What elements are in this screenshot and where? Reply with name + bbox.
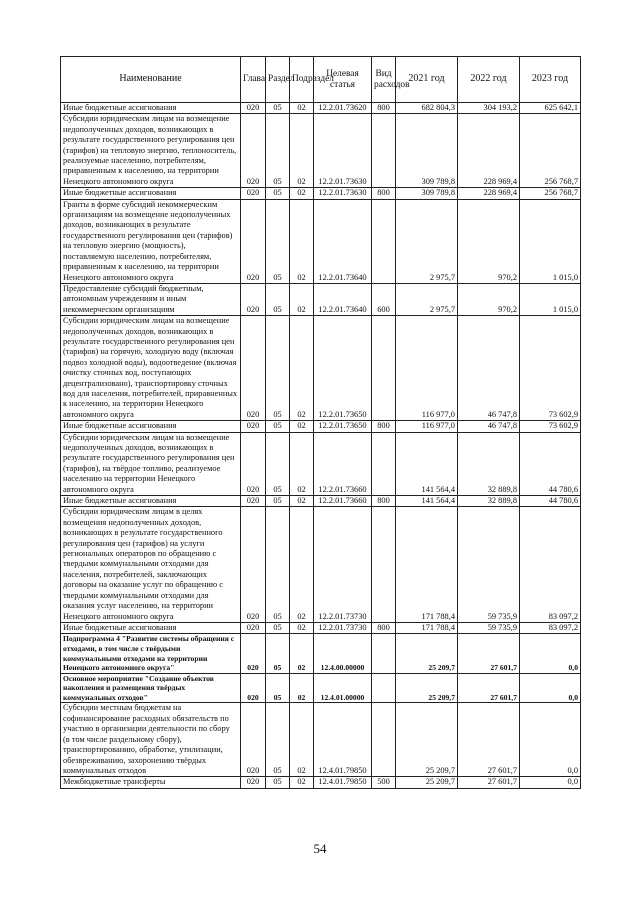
cell-2021: 2 975,7 [396, 199, 458, 283]
cell-podrazdel: 02 [290, 316, 314, 421]
cell-podrazdel: 02 [290, 703, 314, 777]
cell-article: 12.2.01.73660 [314, 496, 372, 507]
header-podrazdel: Подраздел [290, 57, 314, 103]
cell-podrazdel: 02 [290, 777, 314, 788]
cell-glava: 020 [241, 199, 266, 283]
cell-razdel: 05 [266, 634, 290, 673]
cell-podrazdel: 02 [290, 507, 314, 622]
cell-razdel: 05 [266, 432, 290, 495]
cell-2022: 304 193,2 [458, 103, 520, 114]
header-vid: Вид расходов [372, 57, 396, 103]
cell-2021: 25 209,7 [396, 777, 458, 788]
cell-2021: 171 788,4 [396, 622, 458, 633]
cell-podrazdel: 02 [290, 283, 314, 315]
cell-2023: 625 642,1 [520, 103, 581, 114]
cell-2021: 309 789,8 [396, 114, 458, 188]
cell-vid [372, 703, 396, 777]
cell-article: 12.2.01.73650 [314, 316, 372, 421]
cell-2022: 27 601,7 [458, 777, 520, 788]
cell-2021: 2 975,7 [396, 283, 458, 315]
cell-2022: 27 601,7 [458, 634, 520, 673]
cell-razdel: 05 [266, 622, 290, 633]
cell-article: 12.4.01.79850 [314, 703, 372, 777]
table-row [61, 496, 581, 507]
cell-2021: 116 977,0 [396, 316, 458, 421]
cell-2022: 46 747,8 [458, 421, 520, 432]
cell-vid [372, 432, 396, 495]
cell-name: Субсидии юридическим лицам на возмещение недополученных доходов, возникающих в результате государственного регулирования цен (тарифов) на горячую, холодную воду (включая подвоз холодной воды), водоотведение (включая очистку сточных вод, поступающих децентрализовано), транспортировку сточных вод для населения, потребителей, приравненных к населению, на территории Ненецкого автономного округа [61, 316, 241, 421]
page-number: 54 [313, 841, 327, 856]
cell-podrazdel: 02 [290, 199, 314, 283]
cell-glava: 020 [241, 703, 266, 777]
cell-podrazdel: 02 [290, 114, 314, 188]
cell-razdel: 05 [266, 673, 290, 703]
cell-razdel: 05 [266, 114, 290, 188]
cell-razdel: 05 [266, 103, 290, 114]
cell-2022: 970,2 [458, 199, 520, 283]
cell-2021: 25 209,7 [396, 703, 458, 777]
table-header-row [61, 57, 581, 103]
cell-vid: 800 [372, 421, 396, 432]
cell-2022: 32 889,8 [458, 432, 520, 495]
cell-name: Предоставление субсидий бюджетным, автономным учреждениям и иным некоммерческим организациям [61, 283, 241, 315]
cell-2021: 25 209,7 [396, 673, 458, 703]
cell-article: 12.2.01.73630 [314, 114, 372, 188]
cell-2023: 0,0 [520, 777, 581, 788]
cell-glava: 020 [241, 634, 266, 673]
cell-glava: 020 [241, 114, 266, 188]
cell-razdel: 05 [266, 188, 290, 199]
cell-article: 12.2.01.73640 [314, 199, 372, 283]
cell-razdel: 05 [266, 421, 290, 432]
cell-2021: 141 564,4 [396, 432, 458, 495]
cell-podrazdel: 02 [290, 496, 314, 507]
cell-2021: 141 564,4 [396, 496, 458, 507]
cell-article: 12.4.00.00000 [314, 634, 372, 673]
table-row [61, 199, 581, 283]
table-row [61, 432, 581, 495]
header-article: Целевая статья [314, 57, 372, 103]
cell-name: Подпрограмма 4 "Развитие системы обращения с отходами, в том числе с твёрдыми коммунальными отходами на территории Ненецкого автономного округа" [61, 634, 241, 673]
cell-article: 12.2.01.73730 [314, 507, 372, 622]
cell-name: Субсидии юридическим лицам на возмещение недополученных доходов, возникающих в результате государственного регулирования цен (тарифов), на твёрдое топливо, реализуемое населению на территории Ненецкого автономного округа [61, 432, 241, 495]
cell-vid [372, 634, 396, 673]
cell-2021: 116 977,0 [396, 421, 458, 432]
cell-2022: 970,2 [458, 283, 520, 315]
table-row [61, 507, 581, 622]
cell-vid: 500 [372, 777, 396, 788]
cell-article: 12.2.01.73630 [314, 188, 372, 199]
cell-razdel: 05 [266, 199, 290, 283]
cell-razdel: 05 [266, 703, 290, 777]
cell-vid [372, 114, 396, 188]
cell-2022: 46 747,8 [458, 316, 520, 421]
cell-glava: 020 [241, 421, 266, 432]
cell-2023: 256 768,7 [520, 114, 581, 188]
cell-2022: 27 601,7 [458, 703, 520, 777]
table-row [61, 673, 581, 703]
cell-glava: 020 [241, 188, 266, 199]
cell-2023: 256 768,7 [520, 188, 581, 199]
cell-name: Иные бюджетные ассигнования [61, 188, 241, 199]
cell-name: Иные бюджетные ассигнования [61, 103, 241, 114]
cell-vid [372, 199, 396, 283]
cell-glava: 020 [241, 283, 266, 315]
cell-2021: 25 209,7 [396, 634, 458, 673]
table-body [61, 103, 581, 789]
cell-vid [372, 507, 396, 622]
cell-2023: 0,0 [520, 634, 581, 673]
cell-razdel: 05 [266, 283, 290, 315]
cell-podrazdel: 02 [290, 103, 314, 114]
cell-2021: 171 788,4 [396, 507, 458, 622]
cell-2022: 228 969,4 [458, 114, 520, 188]
cell-glava: 020 [241, 507, 266, 622]
cell-2023: 44 780,6 [520, 496, 581, 507]
cell-2023: 0,0 [520, 673, 581, 703]
cell-name: Иные бюджетные ассигнования [61, 622, 241, 633]
cell-glava: 020 [241, 777, 266, 788]
cell-razdel: 05 [266, 777, 290, 788]
cell-vid: 600 [372, 283, 396, 315]
cell-article: 12.2.01.73640 [314, 283, 372, 315]
cell-glava: 020 [241, 496, 266, 507]
cell-podrazdel: 02 [290, 188, 314, 199]
cell-vid: 800 [372, 103, 396, 114]
cell-glava: 020 [241, 103, 266, 114]
cell-2023: 73 602,9 [520, 421, 581, 432]
cell-2021: 682 804,3 [396, 103, 458, 114]
cell-article: 12.2.01.73660 [314, 432, 372, 495]
table-row [61, 777, 581, 788]
cell-glava: 020 [241, 432, 266, 495]
cell-razdel: 05 [266, 316, 290, 421]
cell-2023: 1 015,0 [520, 199, 581, 283]
cell-2023: 73 602,9 [520, 316, 581, 421]
cell-2022: 228 969,4 [458, 188, 520, 199]
cell-2023: 83 097,2 [520, 507, 581, 622]
table-row [61, 703, 581, 777]
cell-name: Иные бюджетные ассигнования [61, 421, 241, 432]
cell-podrazdel: 02 [290, 673, 314, 703]
cell-name: Субсидии местным бюджетам на софинансирование расходных обязательств по участию в организации деятельности по сбору (в том числе раздельному сбору), транспортированию, обработке, утилизации, обезвреживанию, захоронению твёрдых коммунальных отходов [61, 703, 241, 777]
cell-2023: 44 780,6 [520, 432, 581, 495]
cell-razdel: 05 [266, 507, 290, 622]
cell-2022: 59 735,9 [458, 622, 520, 633]
table-row [61, 283, 581, 315]
header-2021: 2021 год [396, 57, 458, 103]
cell-article: 12.2.01.73650 [314, 421, 372, 432]
cell-vid [372, 673, 396, 703]
cell-2022: 59 735,9 [458, 507, 520, 622]
cell-article: 12.2.01.73620 [314, 103, 372, 114]
table-row [61, 316, 581, 421]
budget-table [60, 56, 581, 789]
cell-name: Субсидии юридическим лицам на возмещение недополученных доходов, возникающих в результате государственного регулирования цен (тарифов) на тепловую энергию, теплоноситель, реализуемые населению, потребителям, приравненным к населению, на территории Ненецкого автономного округа [61, 114, 241, 188]
cell-article: 12.2.01.73730 [314, 622, 372, 633]
cell-podrazdel: 02 [290, 432, 314, 495]
cell-razdel: 05 [266, 496, 290, 507]
cell-podrazdel: 02 [290, 622, 314, 633]
table-row [61, 188, 581, 199]
header-2022: 2022 год [458, 57, 520, 103]
cell-podrazdel: 02 [290, 634, 314, 673]
header-glava: Глава [241, 57, 266, 103]
cell-name: Основное мероприятие "Создание объектов накопления и размещения твёрдых коммунальных отходов" [61, 673, 241, 703]
table-row [61, 421, 581, 432]
cell-article: 12.4.01.79850 [314, 777, 372, 788]
cell-podrazdel: 02 [290, 421, 314, 432]
cell-2022: 32 889,8 [458, 496, 520, 507]
table-row [61, 103, 581, 114]
cell-glava: 020 [241, 316, 266, 421]
header-2023: 2023 год [520, 57, 581, 103]
cell-2022: 27 601,7 [458, 673, 520, 703]
cell-glava: 020 [241, 622, 266, 633]
header-razdel: Раздел [266, 57, 290, 103]
table-row [61, 634, 581, 673]
table-row [61, 622, 581, 633]
header-name: Наименование [61, 57, 241, 103]
cell-name: Гранты в форме субсидий некоммерческим организациям на возмещение недополученных доходов, возникающих в результате государственного регулирования цен (тарифов) на тепловую энергию (мощность), поставляемую населению, потребителям, приравненным к населению, на территории Ненецкого автономного округа [61, 199, 241, 283]
cell-name: Межбюджетные трансферты [61, 777, 241, 788]
cell-glava: 020 [241, 673, 266, 703]
cell-name: Субсидии юридическим лицам в целях возмещения недополученных доходов, возникающих в результате государственного регулирования цен (тарифов) на услуги региональных операторов по обращению с твердыми коммунальными отходами для населения, потребителей, заключающих договоры на оказание услуг по обращению с твердыми коммунальными отходами для оказания услуг населению, на территории Ненецкого автономного округа [61, 507, 241, 622]
cell-name: Иные бюджетные ассигнования [61, 496, 241, 507]
cell-article: 12.4.01.00000 [314, 673, 372, 703]
cell-vid: 800 [372, 496, 396, 507]
cell-2023: 83 097,2 [520, 622, 581, 633]
cell-vid: 800 [372, 188, 396, 199]
cell-2021: 309 789,8 [396, 188, 458, 199]
cell-vid [372, 316, 396, 421]
table-row [61, 114, 581, 188]
cell-2023: 0,0 [520, 703, 581, 777]
cell-vid: 800 [372, 622, 396, 633]
cell-2023: 1 015,0 [520, 283, 581, 315]
